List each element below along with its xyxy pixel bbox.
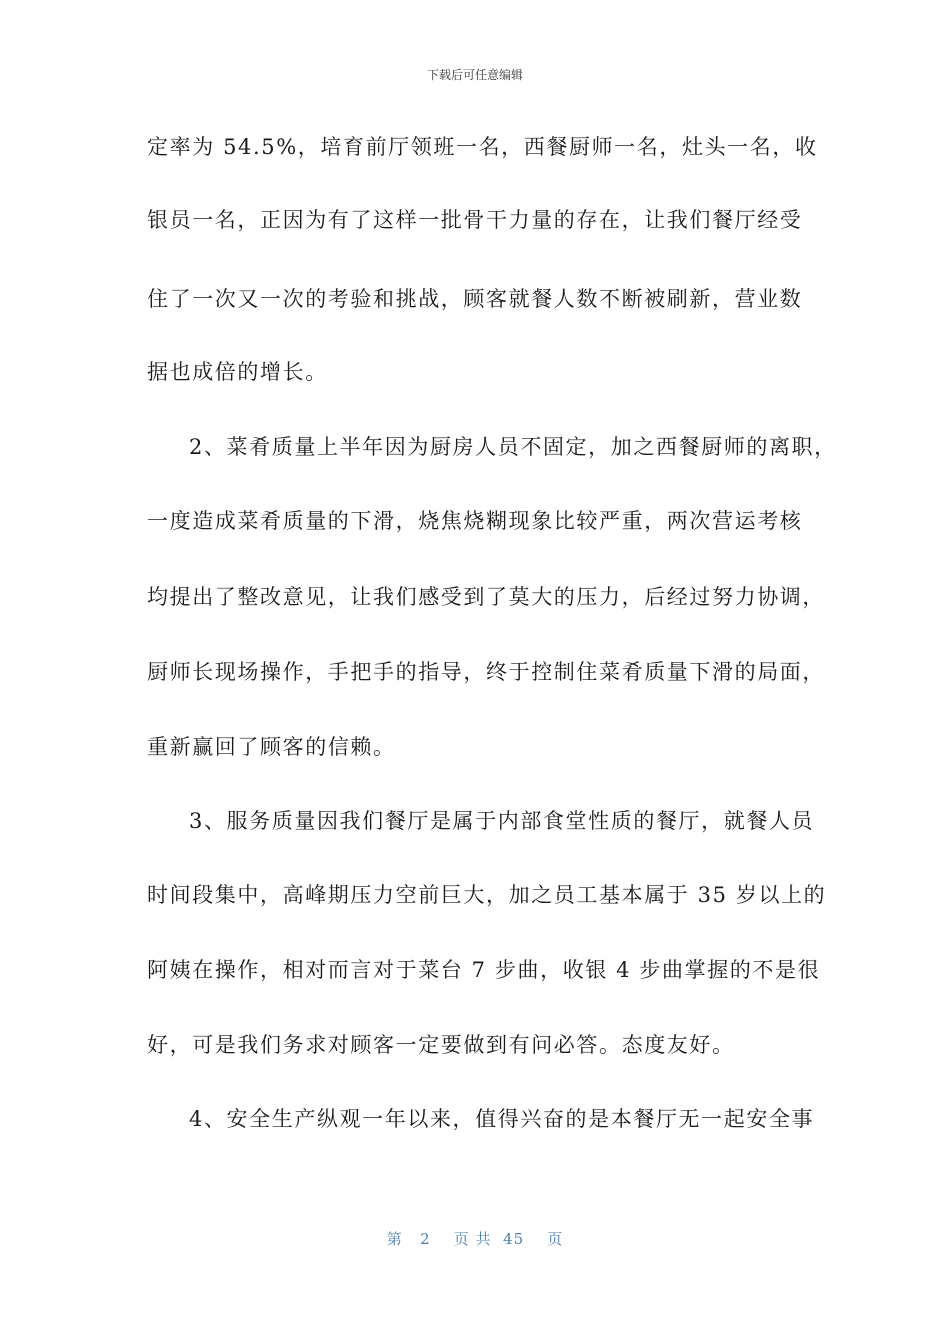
paragraph-start-line: 2、菜肴质量上半年因为厨房人员不固定，加之西餐厨师的离职， — [189, 435, 837, 459]
body-line: 阿姨在操作，相对而言对于菜台 7 步曲，收银 4 步曲掌握的不是很 — [147, 958, 821, 982]
body-line: 均提出了整改意见，让我们感受到了莫大的压力，后经过努力协调， — [147, 585, 825, 609]
page-footer — [0, 1228, 950, 1249]
paragraph-start-line: 4、安全生产纵观一年以来，值得兴奋的是本餐厅无一起安全事 — [189, 1107, 815, 1131]
body-line: 定率为 54.5%，培育前厅领班一名，西餐厨师一名，灶头一名，收 — [147, 135, 818, 159]
footer-label-pages: 页 — [547, 1230, 564, 1248]
body-line: 住了一次又一次的考验和挑战，顾客就餐人数不断被刷新，营业数 — [147, 287, 803, 311]
body-line: 一度造成菜肴质量的下滑，烧焦烧糊现象比较严重，两次营运考核 — [147, 509, 803, 533]
footer-label-of: 页 共 — [453, 1230, 492, 1248]
body-line: 时间段集中，高峰期压力空前巨大，加之员工基本属于 35 岁以上的 — [147, 883, 827, 907]
body-line: 重新赢回了顾客的信赖。 — [147, 735, 396, 759]
body-line: 厨师长现场操作，手把手的指导，终于控制住菜肴质量下滑的局面， — [147, 660, 825, 684]
body-line: 好，可是我们务求对顾客一定要做到有问必答。态度友好。 — [147, 1033, 735, 1057]
body-line: 银员一名，正因为有了这样一批骨干力量的存在，让我们餐厅经受 — [147, 208, 803, 232]
current-page-number: 2 — [420, 1230, 431, 1248]
footer-label-page: 第 — [386, 1230, 403, 1248]
page-header: 下载后可任意编辑 — [426, 68, 523, 82]
paragraph-start-line: 3、服务质量因我们餐厅是属于内部食堂性质的餐厅，就餐人员 — [189, 809, 815, 833]
body-line: 据也成倍的增长。 — [147, 360, 328, 384]
total-pages-number: 45 — [503, 1230, 525, 1248]
